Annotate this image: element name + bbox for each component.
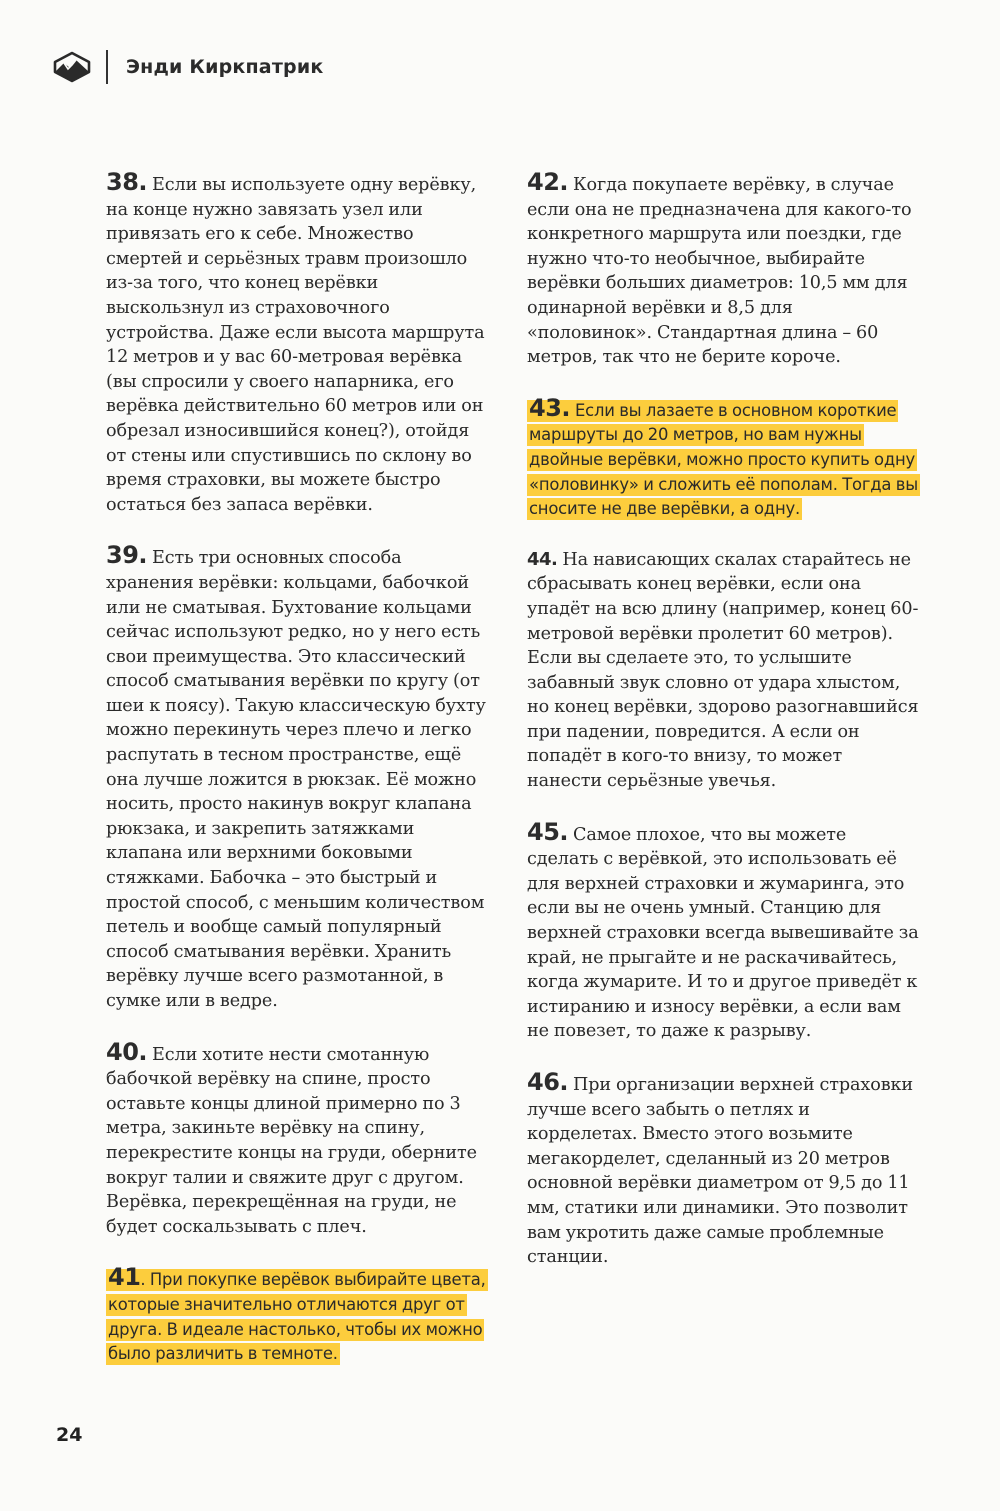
page-header — [52, 46, 323, 88]
tip-text: Самое плохое, что вы можете сделать с верёвкой, это использовать её для верхней страховки и жумаринга, это если вы не очень умный. Станцию для верхней страховки всегда вывешивайте за край, не прыгайте и не раскачивайтесь, когда жумарите. И то и другое приведёт к истиранию и износу верёвки, а если вам не повезет, то даже к разрыву. — [527, 824, 919, 1042]
header-divider — [106, 50, 108, 84]
tip-45 — [527, 817, 919, 1044]
tip-number: 45. — [527, 817, 569, 846]
page-number: 24 — [56, 1424, 83, 1446]
tip-text: . При покупке верёвок выбирайте цвета, которые значительно отличаются друг от друга. В идеале настолько, чтобы их можно было различить в темноте. — [108, 1270, 486, 1364]
tip-text: На нависающих скалах старайтесь не сбрасывать конец верёвки, если она упадёт на всю длину (например, конец 60-метровой верёвки пролетит 60 метров). Если вы сделаете это, то услышите забавный звук словно от удара хлыстом, но конец верёвки, здорово разогнавшийся при падении, повредится. А если он попадёт в кого-то внизу, то может нанести серьёзные увечья. — [527, 549, 919, 792]
tip-text: Если хотите нести смотанную бабочкой верёвку на спине, просто оставьте концы длиной примерно по 3 метра, закиньте верёвку на спину, перекрестите концы на груди, оберните вокруг талии и свяжите друг с другом. Верёвка, перекрещённая на груди, не будет соскальзывать с плеч. — [106, 1044, 477, 1237]
tip-text: Когда покупаете верёвку, в случае если она не предназначена для какого-то конкретного маршрута или поездки, где нужно что-то необычное, выбирайте верёвки больших диаметров: 10,5 мм для одинарной верёвки и 8,5 для «половинок». Стандартная длина – 60 метров, так что не берите короче. — [527, 175, 912, 368]
tip-39 — [106, 543, 492, 1013]
tip-38 — [106, 170, 492, 517]
tip-41 — [106, 1265, 492, 1366]
tip-46 — [527, 1070, 919, 1270]
tip-text: Если вы используете одну верёвку, на конце нужно завязать узел или привязать его к себе. Множество смертей и серьёзных травм произошло из-за того, что конец верёвки выскользнул из страховочного устройства. Даже если высота маршрута 12 метров и у вас 60-метровая верёвка (вы спросили у своего напарника, его верёвка действительно 60 метров или он обрезал износившийся конец?), отойдя от стены или спустившись по склону во время страховки, вы можете быстро остаться без запаса верёвки. — [106, 175, 485, 515]
tip-number: 43. — [529, 393, 571, 422]
tip-number: 40. — [106, 1037, 148, 1066]
highlight — [106, 1263, 488, 1365]
tip-number: 46. — [527, 1068, 569, 1096]
right-column — [527, 170, 919, 1296]
tip-text: Если вы лазаете в основном короткие маршруты до 20 метров, но вам нужны двойные верёвки, можно просто купить одну «половинку» и сложить её пополам. Тогда вы сносите не две верёвки, а одну. — [529, 400, 918, 519]
tip-43 — [527, 393, 919, 522]
tip-44 — [527, 548, 919, 794]
tip-number: 39. — [106, 541, 148, 570]
left-column — [106, 170, 492, 1393]
tip-number: 41 — [108, 1263, 141, 1292]
tip-40 — [106, 1037, 492, 1240]
tip-text: При организации верхней страховки лучше всего забыть о петлях и корделетах. Вместо этого возьмите мегакорделет, сделанный из 20 метров основной верёвки диаметром от 9,5 до 11 мм, статики или динамики. Это позволит вам укротить даже самые проблемные станции. — [527, 1075, 914, 1268]
tip-number: 38. — [106, 168, 148, 196]
highlight — [527, 393, 920, 520]
tip-number: 42. — [527, 168, 569, 196]
tip-number: 44. — [527, 548, 558, 570]
mountain-hexagon-icon — [52, 51, 92, 83]
author-name: Энди Киркпатрик — [126, 56, 324, 78]
tip-text: Есть три основных способа хранения верёвки: кольцами, бабочкой или не сматывая. Бухтование кольцами сейчас используют редко, но у него есть свои преимущества. Это классический способ сматывания верёвки по кругу (от шеи к поясу). Такую классическую бухту можно перекинуть через плечо и легко распутать в тесном пространстве, ещё она лучше ложится в рюкзак. Её можно носить, просто накинув вокруг клапана рюкзака, и закрепить затяжками клапана или верхними боковыми стяжками. Бабочка – это быстрый и простой способ, с меньшим количеством петель и вообще самый популярный способ сматывания верёвки. Хранить верёвку лучше всего размотанной, в сумке или в ведре. — [106, 548, 486, 1011]
tip-42 — [527, 170, 919, 370]
